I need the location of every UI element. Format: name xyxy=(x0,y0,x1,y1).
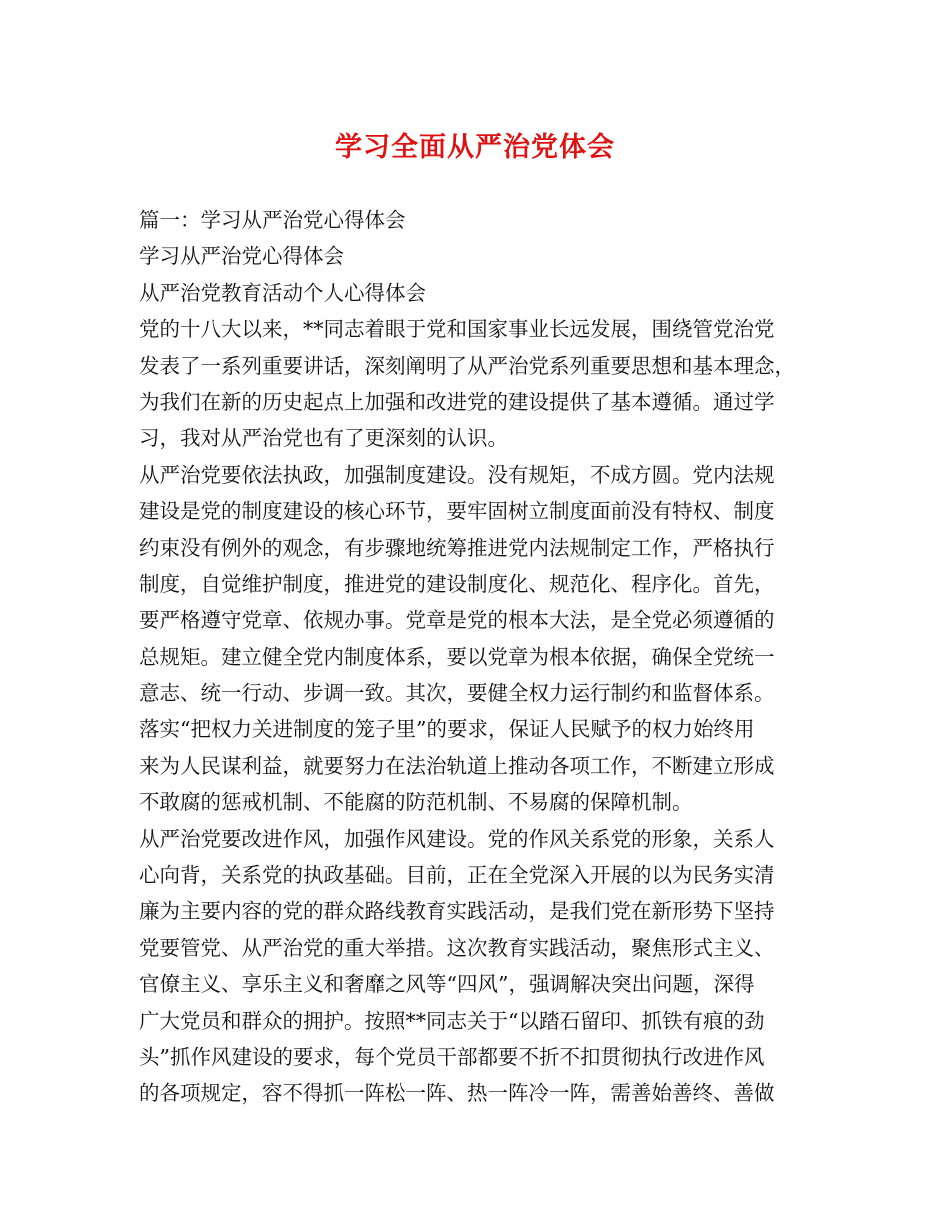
text-line: 党的十八大以来，**同志着眼于党和国家事业长远发展，围绕管党治党 xyxy=(139,317,775,342)
text-line: 来为人民谋利益，就要努力在法治轨道上推动各项工作，不断建立形成 xyxy=(139,753,775,778)
text-line: 的各项规定，容不得抓一阵松一阵、热一阵冷一阵，需善始善终、善做 xyxy=(139,1081,775,1106)
text-line: 为我们在新的历史起点上加强和改进党的建设提供了基本遵循。通过学 xyxy=(139,389,775,414)
text-line: 意志、统一行动、步调一致。其次，要健全权力运行制约和监督体系。 xyxy=(139,681,775,706)
text-line: 建设是党的制度建设的核心环节，要牢固树立制度面前没有特权、制度 xyxy=(139,499,775,524)
text-line: 发表了一系列重要讲话，深刻阐明了从严治党系列重要思想和基本理念， xyxy=(139,353,795,378)
document-body xyxy=(139,202,819,1112)
text-line: 从严治党教育活动个人心得体会 xyxy=(139,280,426,305)
text-line: 约束没有例外的观念，有步骤地统筹推进党内法规制定工作，严格执行 xyxy=(139,535,775,560)
document-title: 学习全面从严治党体会 xyxy=(335,132,615,163)
text-line: 制度，自觉维护制度，推进党的建设制度化、规范化、程序化。首先， xyxy=(139,571,775,596)
text-line: 党要管党、从严治党的重大举措。这次教育实践活动，聚焦形式主义、 xyxy=(139,935,775,960)
text-line: 心向背，关系党的执政基础。目前，正在全党深入开展的以为民务实清 xyxy=(139,863,775,888)
text-line: 学习从严治党心得体会 xyxy=(139,244,344,269)
text-line: 不敢腐的惩戒机制、不能腐的防范机制、不易腐的保障机制。 xyxy=(139,790,693,815)
text-line: 总规矩。建立健全党内制度体系，要以党章为根本依据，确保全党统一 xyxy=(139,644,775,669)
text-line: 从严治党要改进作风，加强作风建设。党的作风关系党的形象，关系人 xyxy=(139,826,775,851)
text-line: 从严治党要依法执政，加强制度建设。没有规矩，不成方圆。党内法规 xyxy=(139,462,775,487)
text-line: 要严格遵守党章、依规办事。党章是党的根本大法，是全党必须遵循的 xyxy=(139,608,775,633)
text-line: 头”抓作风建设的要求，每个党员干部都要不折不扣贯彻执行改进作风 xyxy=(139,1044,765,1069)
text-line: 篇一：学习从严治党心得体会 xyxy=(139,208,406,232)
text-line: 廉为主要内容的党的群众路线教育实践活动，是我们党在新形势下坚持 xyxy=(139,899,775,924)
text-line: 习，我对从严治党也有了更深刻的认识。 xyxy=(139,426,508,451)
text-line: 官僚主义、享乐主义和奢靡之风等“四风”，强调解决突出问题，深得 xyxy=(139,972,755,997)
text-line: 广大党员和群众的拥护。按照**同志关于“以踏石留印、抓铁有痕的劲 xyxy=(139,1008,765,1033)
text-line: 落实“把权力关进制度的笼子里”的要求，保证人民赋予的权力始终用 xyxy=(139,717,755,742)
